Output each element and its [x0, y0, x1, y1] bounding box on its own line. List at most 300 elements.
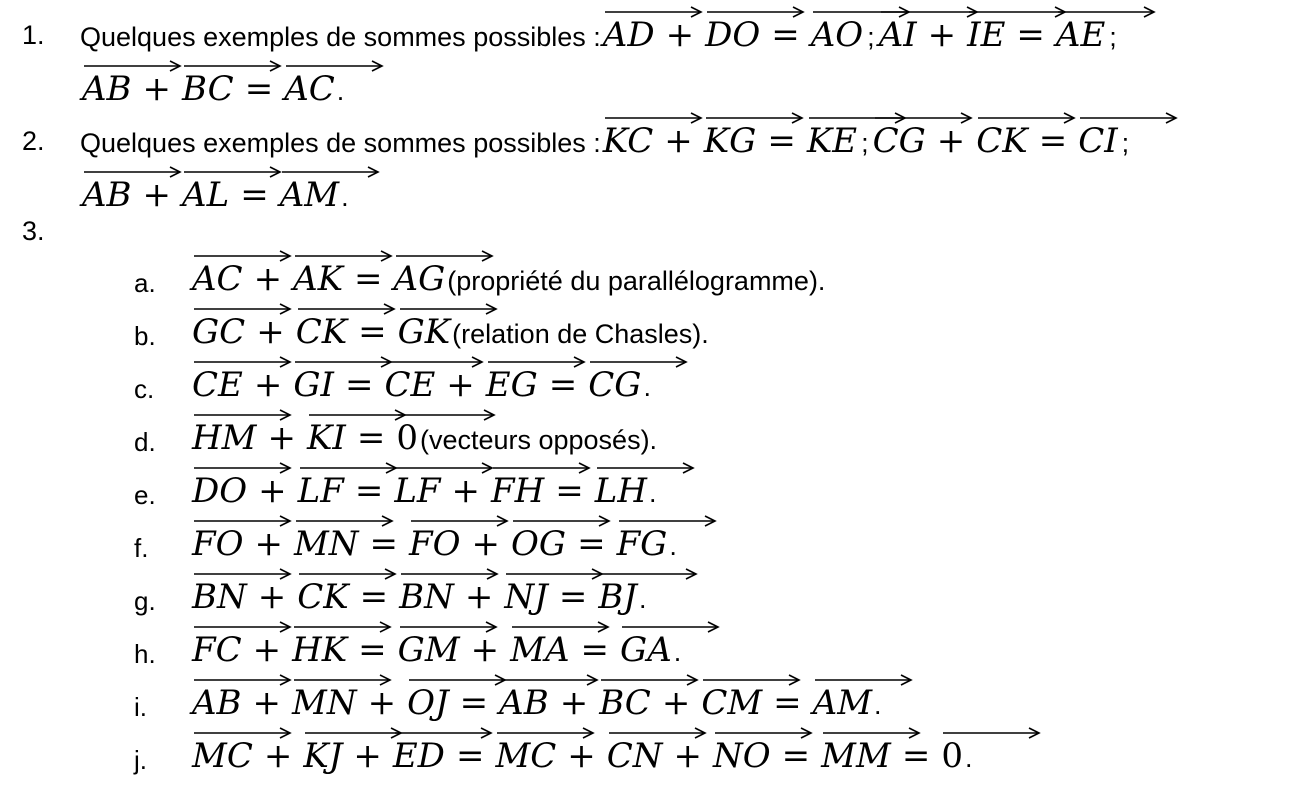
operator: + — [567, 736, 596, 776]
text-segment: Quelques exemples de sommes possibles : — [80, 22, 601, 52]
item-1-line-2 — [80, 60, 345, 109]
vector-arrow-icon — [192, 303, 292, 315]
vector — [620, 621, 672, 670]
subitem-b — [190, 303, 709, 352]
separator: ; — [861, 128, 869, 158]
vector-arrow-icon — [499, 674, 599, 686]
math-expression — [190, 621, 682, 670]
vector — [293, 515, 359, 564]
text-segment: Quelques exemples de sommes possibles : — [80, 128, 601, 158]
vector — [499, 674, 549, 723]
subitem-f — [190, 515, 677, 564]
vector-arrow-icon — [293, 250, 393, 262]
vector-label: KG — [703, 121, 757, 161]
vector-arrow-icon — [192, 515, 292, 527]
vector-arrow-icon — [192, 409, 292, 421]
vector — [306, 409, 346, 458]
subitem-h — [190, 621, 682, 670]
vector-arrow-icon — [504, 568, 604, 580]
vector — [192, 621, 242, 670]
subitem-letter-h: h. — [134, 639, 156, 669]
vector-label: KI — [306, 418, 346, 458]
vector — [399, 568, 454, 617]
vector-label: NO — [713, 736, 771, 776]
vector — [504, 568, 548, 617]
math-expression — [190, 515, 677, 564]
vector — [594, 462, 647, 511]
vector — [588, 356, 642, 405]
operator: = — [244, 69, 274, 109]
vector-label: AB — [82, 175, 132, 215]
operator: = — [1016, 15, 1045, 55]
vector-arrow-icon — [192, 568, 292, 580]
period: . — [673, 637, 682, 667]
vector — [192, 727, 253, 776]
math-expression — [601, 112, 1131, 161]
operator: + — [464, 577, 494, 617]
vector — [490, 462, 545, 511]
vector-label: FH — [490, 471, 545, 511]
vector-label: IE — [967, 15, 1006, 55]
vector-label: FG — [616, 524, 668, 564]
vector-arrow-icon — [297, 568, 397, 580]
vector — [82, 60, 132, 109]
vector — [182, 60, 234, 109]
operator: + — [258, 471, 287, 511]
vector-arrow-icon — [1078, 112, 1178, 124]
vector-label: ED — [392, 736, 445, 776]
subitem-i — [190, 674, 882, 723]
operator: + — [252, 630, 282, 670]
vector-label: AB — [192, 683, 242, 723]
vector-label: AB — [499, 683, 549, 723]
vector-arrow-icon — [595, 462, 695, 474]
vector — [192, 409, 257, 458]
vector-arrow-icon — [701, 674, 801, 686]
vector-label: AL — [182, 175, 230, 215]
vector-label: HK — [292, 630, 348, 670]
operator: = — [356, 418, 386, 458]
vector — [510, 621, 570, 670]
vector-arrow-icon — [298, 462, 398, 474]
vector-arrow-icon — [394, 462, 494, 474]
math-expression — [190, 674, 882, 723]
vector — [878, 6, 917, 55]
vector-label: AM — [812, 683, 873, 723]
vector-arrow-icon — [398, 303, 498, 315]
vector-arrow-icon — [813, 674, 913, 686]
vector-label: CN — [606, 736, 663, 776]
separator: ; — [1121, 128, 1130, 158]
vector-label: FC — [192, 630, 242, 670]
item-number-3: 3. — [22, 216, 45, 246]
vector-arrow-icon — [296, 303, 396, 315]
math-expression — [80, 60, 345, 109]
vector — [976, 112, 1028, 161]
vector-label: OG — [511, 524, 567, 564]
operator: + — [252, 683, 282, 723]
operator: + — [263, 736, 293, 776]
operator: + — [665, 15, 695, 55]
vector — [599, 674, 651, 723]
vector-arrow-icon — [192, 621, 292, 633]
vector — [292, 674, 357, 723]
operator: = — [1038, 121, 1068, 161]
vector-label: CK — [297, 577, 349, 617]
operator: + — [927, 15, 957, 55]
operator: = — [580, 630, 610, 670]
vector-arrow-icon — [603, 6, 703, 18]
subitem-letter-g: g. — [134, 586, 156, 616]
subitem-a — [190, 250, 826, 299]
item-number-2: 2. — [22, 126, 45, 156]
vector-label: MN — [293, 524, 359, 564]
vector-label: CK — [976, 121, 1028, 161]
vector-arrow-icon — [182, 60, 282, 72]
vector-label: NJ — [504, 577, 548, 617]
vector-label: LH — [594, 471, 647, 511]
operator: = — [555, 471, 584, 511]
vector — [392, 727, 445, 776]
text-segment: (relation de Chasles). — [452, 319, 709, 349]
vector-label: MC — [192, 736, 253, 776]
vector — [967, 6, 1006, 55]
vector-arrow-icon — [713, 727, 813, 739]
separator: ; — [867, 22, 875, 52]
vector-label: KC — [602, 121, 654, 161]
subitem-letter-j: j. — [134, 745, 147, 775]
period: . — [336, 76, 345, 106]
vector — [806, 112, 858, 161]
vector-label: AC — [192, 259, 243, 299]
vector-arrow-icon — [82, 166, 182, 178]
vector-label: EG — [485, 365, 538, 405]
vector — [192, 568, 247, 617]
operator: + — [142, 175, 172, 215]
vector-label: AK — [293, 259, 344, 299]
vector-label: 0 — [941, 736, 963, 776]
math-expression — [80, 166, 349, 215]
vector — [821, 727, 891, 776]
operator: = — [577, 524, 606, 564]
operator: = — [240, 175, 269, 215]
operator: + — [253, 365, 283, 405]
vector-label: MA — [510, 630, 570, 670]
period: . — [648, 478, 657, 508]
vector-label: DO — [192, 471, 248, 511]
text-segment: (vecteurs opposés). — [419, 425, 658, 455]
operator: + — [256, 312, 285, 352]
period: . — [874, 690, 882, 720]
vector-arrow-icon — [399, 568, 499, 580]
operator: = — [767, 121, 796, 161]
vector-label: GI — [293, 365, 334, 405]
text-segment: (propriété du parallélogramme). — [447, 266, 826, 296]
vector-arrow-icon — [705, 6, 805, 18]
vector-label: CG — [872, 121, 926, 161]
operator: + — [253, 259, 283, 299]
vector-arrow-icon — [704, 112, 804, 124]
vector-label: AI — [878, 15, 917, 55]
item-1-line-1 — [80, 6, 1119, 55]
vector-label: AE — [1055, 15, 1106, 55]
vector — [397, 621, 460, 670]
vector — [394, 462, 441, 511]
vector-label: BN — [192, 577, 247, 617]
vector-label: CE — [384, 365, 436, 405]
vector-arrow-icon — [280, 166, 380, 178]
vector-label: AG — [393, 259, 446, 299]
subitem-letter-a: a. — [134, 268, 156, 298]
vector-label: CK — [295, 312, 348, 352]
vector-arrow-icon — [192, 727, 292, 739]
vector-label: KJ — [303, 736, 343, 776]
vector-arrow-icon — [409, 515, 509, 527]
vector — [1055, 6, 1106, 55]
vector — [705, 6, 761, 55]
operator: + — [559, 683, 589, 723]
vector-arrow-icon — [879, 6, 979, 18]
math-expression — [190, 568, 647, 617]
vector-arrow-icon — [617, 515, 717, 527]
period: . — [638, 584, 647, 614]
vector-label: MC — [495, 736, 557, 776]
subitem-letter-d: d. — [134, 427, 156, 457]
vector — [284, 60, 335, 109]
vector-arrow-icon — [941, 727, 1041, 739]
subitem-letter-b: b. — [134, 321, 156, 351]
vector — [1078, 112, 1118, 161]
vector — [713, 727, 771, 776]
period: . — [643, 372, 651, 402]
vector-arrow-icon — [82, 60, 182, 72]
vector-arrow-icon — [284, 60, 384, 72]
vector-arrow-icon — [192, 674, 292, 686]
operator: + — [451, 471, 480, 511]
zero-vector — [941, 727, 963, 776]
vector — [602, 6, 655, 55]
vector-arrow-icon — [192, 250, 292, 262]
subitem-letter-i: i. — [134, 692, 147, 722]
operator: = — [781, 736, 811, 776]
vector-arrow-icon — [396, 409, 496, 421]
operator: = — [459, 683, 489, 723]
period: . — [669, 531, 677, 561]
operator: = — [354, 259, 383, 299]
vector — [409, 515, 461, 564]
vector-arrow-icon — [192, 356, 292, 368]
vector — [810, 6, 864, 55]
vector-arrow-icon — [821, 727, 921, 739]
vector-arrow-icon — [873, 112, 973, 124]
operator: = — [358, 312, 387, 352]
operator: + — [664, 121, 693, 161]
vector-arrow-icon — [394, 250, 494, 262]
vector-label: MM — [821, 736, 891, 776]
vector — [598, 568, 637, 617]
vector — [397, 303, 451, 352]
vector — [192, 462, 248, 511]
vector — [279, 166, 340, 215]
vector-arrow-icon — [511, 515, 611, 527]
period: . — [341, 182, 349, 212]
vector-arrow-icon — [407, 674, 507, 686]
separator: ; — [1109, 22, 1117, 52]
subitem-c — [190, 356, 651, 405]
vector-arrow-icon — [384, 356, 484, 368]
operator: + — [661, 683, 691, 723]
operator: = — [558, 577, 588, 617]
vector — [872, 112, 926, 161]
operator: + — [471, 524, 501, 564]
vector-label: BC — [182, 69, 234, 109]
vector-label: AC — [284, 69, 335, 109]
vector-label: FO — [192, 524, 244, 564]
vector-arrow-icon — [599, 674, 699, 686]
vector-label: BJ — [598, 577, 637, 617]
vector-label: AB — [82, 69, 132, 109]
vector — [812, 674, 873, 723]
vector-label: GK — [397, 312, 451, 352]
operator: + — [936, 121, 966, 161]
vector-label: AO — [810, 15, 864, 55]
vector-arrow-icon — [303, 727, 403, 739]
vector — [192, 674, 242, 723]
vector-label: GC — [192, 312, 246, 352]
vector-label: GA — [620, 630, 672, 670]
operator: + — [257, 577, 287, 617]
operator: = — [369, 524, 399, 564]
vector-label: FO — [409, 524, 461, 564]
vector — [192, 515, 244, 564]
vector-label: BC — [599, 683, 651, 723]
subitem-j — [190, 727, 973, 776]
vector — [297, 462, 344, 511]
vector — [485, 356, 538, 405]
item-number-1: 1. — [22, 20, 45, 50]
operator: = — [455, 736, 485, 776]
vector-arrow-icon — [294, 515, 394, 527]
operator: + — [353, 736, 382, 776]
vector — [297, 568, 349, 617]
operator: = — [354, 471, 384, 511]
vector — [293, 250, 344, 299]
vector-arrow-icon — [398, 621, 498, 633]
vector-label: CI — [1078, 121, 1118, 161]
subitem-e — [190, 462, 657, 511]
vector — [616, 515, 668, 564]
vector-arrow-icon — [967, 6, 1067, 18]
math-expression — [190, 303, 452, 352]
math-expression — [601, 6, 1119, 55]
vector-arrow-icon — [182, 166, 282, 178]
operator: = — [771, 15, 800, 55]
operator: + — [254, 524, 283, 564]
vector-label: KE — [806, 121, 858, 161]
operator: = — [359, 577, 389, 617]
vector-label: LF — [394, 471, 441, 511]
zero-vector — [396, 409, 418, 458]
vector-label: DO — [705, 15, 761, 55]
vector-arrow-icon — [292, 674, 392, 686]
operator: = — [344, 365, 374, 405]
vector-label: HM — [192, 418, 257, 458]
vector-label: CG — [588, 365, 642, 405]
vector — [701, 674, 763, 723]
vector-label: BN — [399, 577, 454, 617]
vector-label: GM — [397, 630, 460, 670]
vector — [407, 674, 449, 723]
vector-label: LF — [297, 471, 344, 511]
vector-arrow-icon — [603, 112, 703, 124]
operator: = — [901, 736, 931, 776]
vector — [703, 112, 757, 161]
vector — [303, 727, 343, 776]
vector-arrow-icon — [588, 356, 688, 368]
vector-label: MN — [292, 683, 357, 723]
math-expression — [190, 409, 420, 458]
subitem-d — [190, 409, 658, 458]
vector — [602, 112, 654, 161]
vector-label: AM — [279, 175, 340, 215]
operator: + — [470, 630, 500, 670]
vector — [295, 303, 348, 352]
operator: = — [548, 365, 578, 405]
vector-label: AD — [602, 15, 655, 55]
vector-label: CE — [192, 365, 243, 405]
item-2-line-2 — [80, 166, 349, 215]
vector — [192, 250, 243, 299]
operator: = — [358, 630, 387, 670]
vector — [495, 727, 557, 776]
vector — [82, 166, 132, 215]
subitem-letter-c: c. — [134, 374, 155, 404]
vector-arrow-icon — [486, 356, 586, 368]
operator: + — [673, 736, 703, 776]
vector-label: OJ — [407, 683, 449, 723]
vector — [292, 621, 348, 670]
math-expression — [190, 727, 973, 776]
vector-label: CM — [701, 683, 763, 723]
vector-arrow-icon — [292, 621, 392, 633]
vector-arrow-icon — [598, 568, 698, 580]
vector-arrow-icon — [307, 409, 407, 421]
vector-arrow-icon — [976, 112, 1076, 124]
vector-arrow-icon — [293, 356, 393, 368]
vector — [192, 303, 246, 352]
vector-arrow-icon — [393, 727, 493, 739]
vector-label: 0 — [396, 418, 418, 458]
vector-arrow-icon — [620, 621, 720, 633]
subitem-letter-e: e. — [134, 480, 156, 510]
vector-arrow-icon — [192, 462, 292, 474]
operator: + — [267, 418, 296, 458]
subitem-letter-f: f. — [134, 533, 149, 563]
vector-arrow-icon — [495, 727, 595, 739]
vector-arrow-icon — [607, 727, 707, 739]
vector-arrow-icon — [510, 621, 610, 633]
operator: + — [367, 683, 397, 723]
subitem-g — [190, 568, 647, 617]
math-expression — [190, 250, 447, 299]
period: . — [964, 743, 973, 773]
vector-arrow-icon — [1056, 6, 1156, 18]
vector — [384, 356, 436, 405]
vector — [182, 166, 230, 215]
operator: = — [773, 683, 802, 723]
vector — [511, 515, 567, 564]
operator: + — [446, 365, 475, 405]
